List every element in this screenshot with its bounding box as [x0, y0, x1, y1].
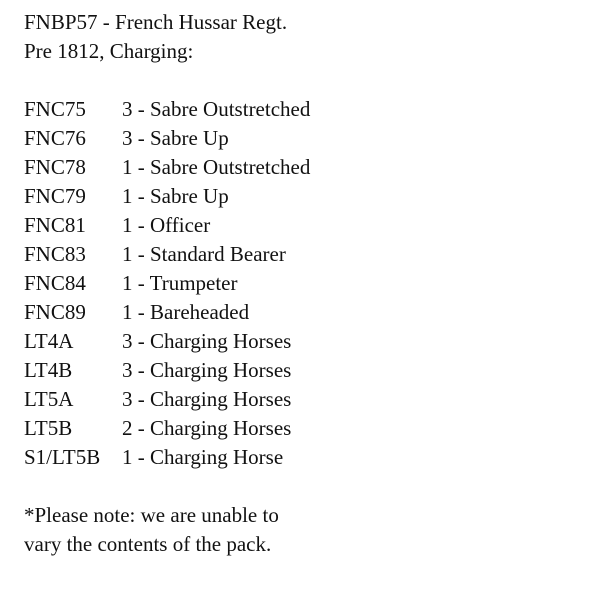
item-code: FNC81: [24, 213, 86, 237]
pack-title: FNBP57 - French Hussar Regt.: [24, 10, 288, 34]
item-code: LT5B: [24, 416, 73, 440]
item-description: 1 - Sabre Up: [122, 184, 229, 208]
list-item: [24, 414, 584, 443]
list-item: [24, 443, 584, 472]
list-item: [24, 356, 584, 385]
item-description: 1 - Officer: [122, 213, 211, 237]
item-code: FNC79: [24, 184, 86, 208]
list-item: [24, 240, 584, 269]
item-description: 1 - Bareheaded: [122, 300, 250, 324]
list-item: [24, 182, 584, 211]
item-code: FNC78: [24, 155, 86, 179]
list-item: [24, 327, 584, 356]
list-item: [24, 269, 584, 298]
pack-contents-document: [24, 8, 584, 559]
spacer: [24, 66, 584, 95]
item-code: LT4A: [24, 329, 74, 353]
list-item: [24, 298, 584, 327]
item-description: 3 - Charging Horses: [122, 387, 292, 411]
item-description: 3 - Charging Horses: [122, 329, 292, 353]
item-description: 3 - Sabre Up: [122, 126, 229, 150]
item-description: 3 - Charging Horses: [122, 358, 292, 382]
pack-subtitle: Pre 1812, Charging:: [24, 39, 194, 63]
list-item: [24, 124, 584, 153]
pack-note-line-2: vary the contents of the pack.: [24, 532, 272, 556]
item-code: FNC76: [24, 126, 86, 150]
item-description: 1 - Charging Horse: [122, 445, 284, 469]
item-description: 1 - Sabre Outstretched: [122, 155, 311, 179]
item-code: LT4B: [24, 358, 73, 382]
item-code: FNC75: [24, 97, 86, 121]
item-description: 2 - Charging Horses: [122, 416, 292, 440]
list-item: [24, 153, 584, 182]
item-code: FNC83: [24, 242, 86, 266]
item-code: FNC84: [24, 271, 86, 295]
list-item: [24, 95, 584, 124]
item-description: 3 - Sabre Outstretched: [122, 97, 311, 121]
list-item: [24, 385, 584, 414]
item-description: 1 - Standard Bearer: [122, 242, 286, 266]
item-code: FNC89: [24, 300, 86, 324]
item-code: LT5A: [24, 387, 74, 411]
item-description: 1 - Trumpeter: [122, 271, 238, 295]
item-code: S1/LT5B: [24, 445, 101, 469]
pack-note-line-1: *Please note: we are unable to: [24, 503, 279, 527]
list-item: [24, 211, 584, 240]
spacer: [24, 472, 584, 501]
